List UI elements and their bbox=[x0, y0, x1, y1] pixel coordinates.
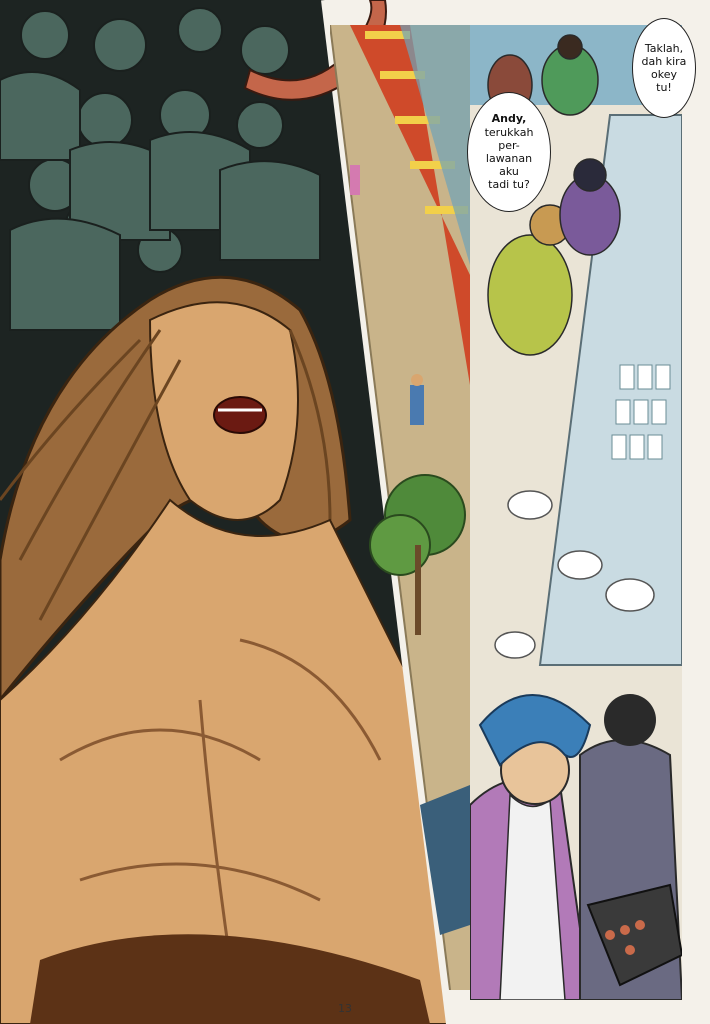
bubble-line: lawanan bbox=[485, 152, 533, 165]
bubble-line: aku bbox=[499, 165, 519, 179]
bubble-line: dah kira bbox=[641, 54, 687, 68]
bubble-line: okey bbox=[650, 68, 677, 81]
bubble-line: terukkah bbox=[484, 125, 534, 139]
panel-street bbox=[330, 25, 470, 990]
bubble-line: per- bbox=[498, 138, 520, 152]
speech-bubble-left bbox=[467, 92, 551, 212]
bubble-speaker-name: Andy, bbox=[491, 112, 527, 126]
bubble-line: tu! bbox=[656, 81, 672, 95]
page-number: 13 bbox=[338, 1002, 352, 1015]
bubble-line: tadi tu? bbox=[488, 178, 530, 192]
speech-bubble-top-right bbox=[632, 18, 696, 118]
street-illustration bbox=[330, 25, 470, 990]
bubble-line: Taklah, bbox=[644, 41, 684, 55]
